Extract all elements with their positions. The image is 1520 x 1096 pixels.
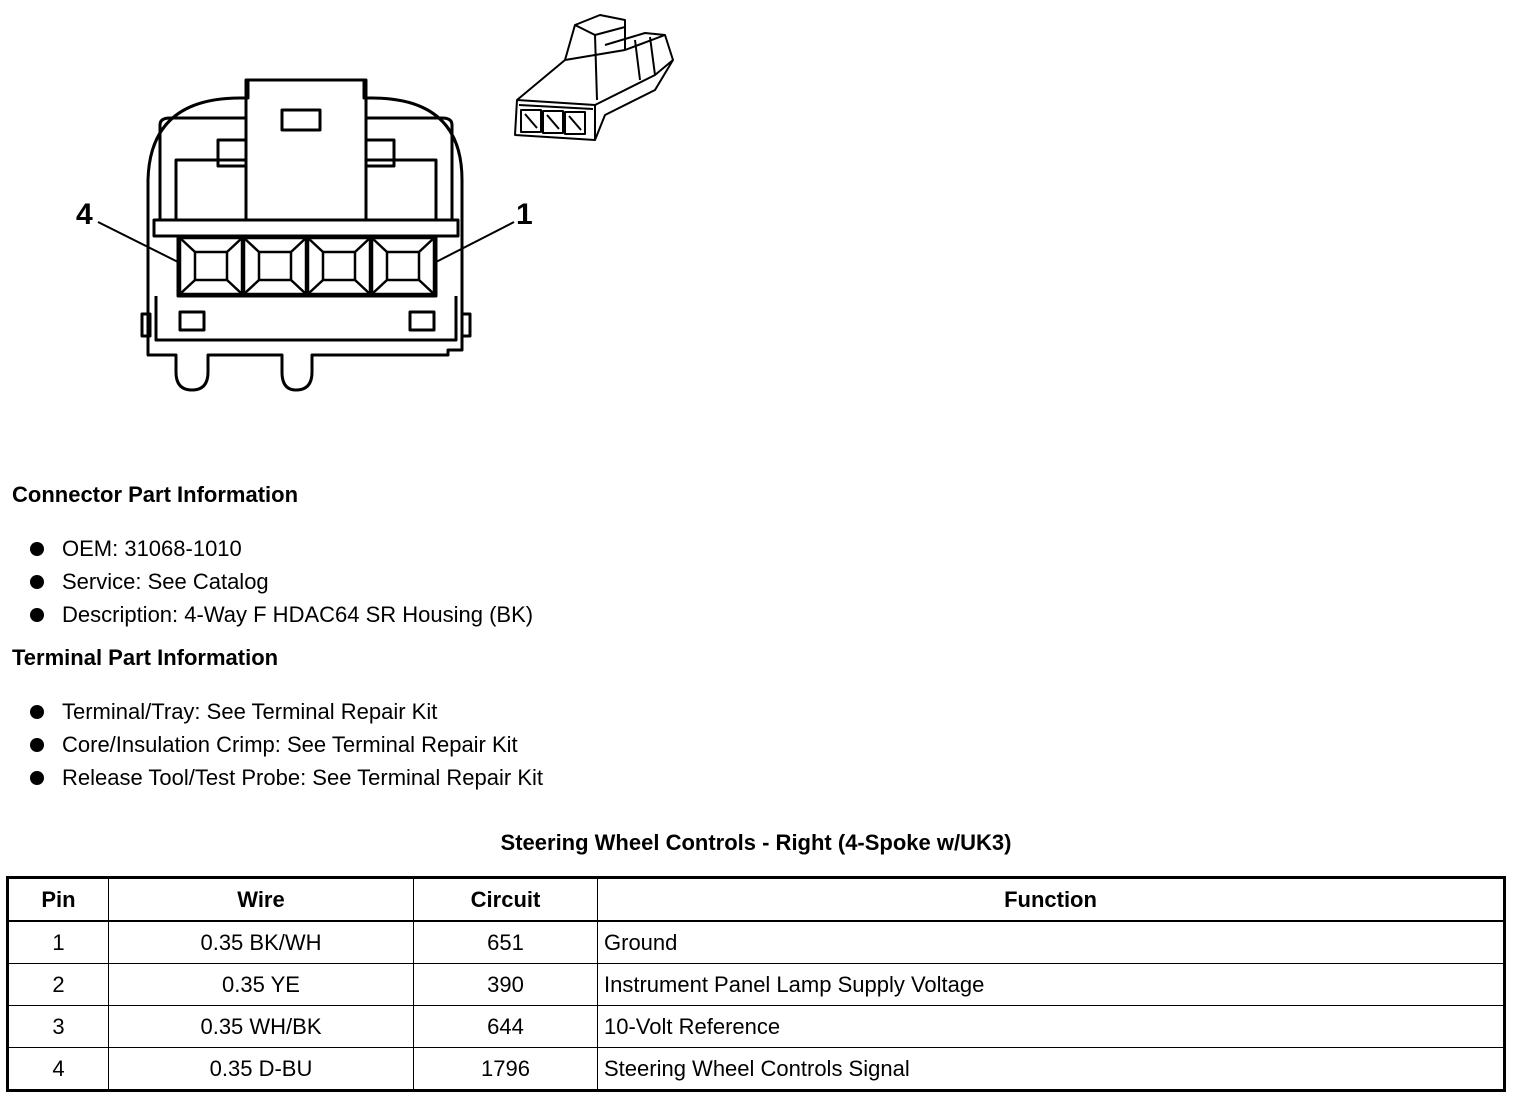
terminal-part-info-list xyxy=(28,695,543,794)
cell-pin: 1 xyxy=(8,921,109,964)
connector-3d-icon xyxy=(505,5,680,155)
bullet-icon xyxy=(30,771,44,785)
bullet-icon xyxy=(30,705,44,719)
list-item-text: Service: See Catalog xyxy=(62,569,269,594)
cell-pin: 3 xyxy=(8,1006,109,1048)
cell-function: Steering Wheel Controls Signal xyxy=(598,1048,1505,1091)
list-item xyxy=(28,598,533,631)
bullet-icon xyxy=(30,542,44,556)
cell-circuit: 390 xyxy=(414,964,598,1006)
cell-wire: 0.35 WH/BK xyxy=(109,1006,414,1048)
bullet-icon xyxy=(30,738,44,752)
list-item xyxy=(28,532,533,565)
cell-wire: 0.35 BK/WH xyxy=(109,921,414,964)
list-item-text: Release Tool/Test Probe: See Terminal Repair Kit xyxy=(62,765,543,790)
list-item xyxy=(28,728,543,761)
pin-label-4: 4 xyxy=(76,198,93,231)
table-header-row xyxy=(8,878,1505,922)
pin-label-1: 1 xyxy=(516,198,533,231)
table-row xyxy=(8,1048,1505,1091)
cell-pin: 2 xyxy=(8,964,109,1006)
cell-function: Instrument Panel Lamp Supply Voltage xyxy=(598,964,1505,1006)
table-row xyxy=(8,964,1505,1006)
cell-function: 10-Volt Reference xyxy=(598,1006,1505,1048)
list-item xyxy=(28,565,533,598)
column-header-wire: Wire xyxy=(109,878,414,922)
list-item-text: Core/Insulation Crimp: See Terminal Repair Kit xyxy=(62,732,518,757)
column-header-function: Function xyxy=(598,878,1505,922)
list-item-text: Terminal/Tray: See Terminal Repair Kit xyxy=(62,699,438,724)
cell-wire: 0.35 YE xyxy=(109,964,414,1006)
cell-circuit: 1796 xyxy=(414,1048,598,1091)
cell-circuit: 651 xyxy=(414,921,598,964)
column-header-circuit: Circuit xyxy=(414,878,598,922)
list-item xyxy=(28,695,543,728)
table-title: Steering Wheel Controls - Right (4-Spoke w/UK3) xyxy=(500,830,1012,855)
cell-pin: 4 xyxy=(8,1048,109,1091)
table-row xyxy=(8,1006,1505,1048)
table-row xyxy=(8,921,1505,964)
column-header-pin: Pin xyxy=(8,878,109,922)
connector-part-info-list xyxy=(28,532,533,631)
bullet-icon xyxy=(30,575,44,589)
connector-part-info-heading: Connector Part Information xyxy=(12,482,299,507)
list-item xyxy=(28,761,543,794)
pinout-table xyxy=(6,876,1506,1092)
list-item-text: OEM: 31068-1010 xyxy=(62,536,242,561)
cell-circuit: 644 xyxy=(414,1006,598,1048)
cell-function: Ground xyxy=(598,921,1505,964)
cell-wire: 0.35 D-BU xyxy=(109,1048,414,1091)
list-item-text: Description: 4-Way F HDAC64 SR Housing (BK) xyxy=(62,602,534,627)
bullet-icon xyxy=(30,608,44,622)
terminal-part-info-heading: Terminal Part Information xyxy=(12,645,279,670)
